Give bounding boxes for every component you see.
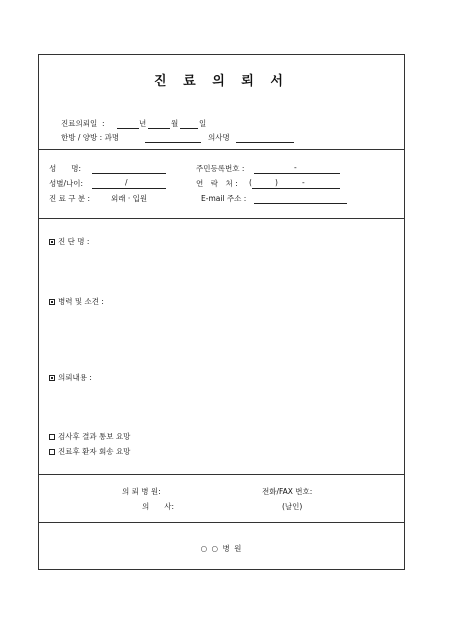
contact-paren-close: ) xyxy=(275,178,278,187)
patient-return-row xyxy=(49,447,130,457)
request-month-field[interactable] xyxy=(148,128,170,129)
referring-hospital-section xyxy=(39,474,404,522)
filled-square-icon xyxy=(49,299,55,305)
referring-hospital-label: 의 뢰 병 원: xyxy=(122,487,161,496)
year-label: 년 xyxy=(139,119,147,128)
email-label: E-mail 주소 : xyxy=(201,194,247,203)
referring-doctor-label: 의 사: xyxy=(142,502,175,511)
filled-square-icon xyxy=(49,239,55,245)
request-content-label: 의뢰내용 : xyxy=(58,373,92,382)
contact-paren-open: ( xyxy=(249,178,252,187)
seal-label: (날인) xyxy=(282,502,303,511)
email-field[interactable] xyxy=(254,203,347,204)
doctor-name-label: 의사명 xyxy=(208,133,230,142)
patient-return-checkbox[interactable] xyxy=(49,449,55,455)
sex-age-separator: / xyxy=(125,178,128,187)
rrn-label: 주민등록번호 : xyxy=(196,164,245,173)
patient-name-field[interactable] xyxy=(92,173,166,174)
filled-square-icon xyxy=(49,375,55,381)
contact-separator: - xyxy=(302,178,305,187)
request-day-field[interactable] xyxy=(180,128,198,129)
visit-type-label: 진 료 구 분 : xyxy=(49,194,91,203)
contact-label: 연 락 처 : xyxy=(196,179,238,188)
form-title: 진 료 의 뢰 서 xyxy=(154,74,289,89)
patient-name-label: 성 명: xyxy=(49,164,82,173)
clinical-section xyxy=(39,218,404,474)
visit-type-options[interactable]: 외래 · 입원 xyxy=(111,194,148,203)
referral-form xyxy=(38,54,405,570)
diagnosis-label: 진 단 명 : xyxy=(58,237,90,246)
result-notify-label: 검사후 결과 통보 요망 xyxy=(58,432,131,441)
form-header-section xyxy=(39,55,404,149)
phone-fax-label: 전화/FAX 번호: xyxy=(262,487,313,496)
history-label: 병력 및 소견 : xyxy=(58,297,104,306)
department-label: 한방 / 양방 : 과명 xyxy=(61,133,120,142)
month-label: 월 xyxy=(171,119,179,128)
diagnosis-row xyxy=(49,237,89,247)
sex-age-field[interactable] xyxy=(92,188,166,189)
patient-info-section xyxy=(39,149,404,218)
result-notify-checkbox[interactable] xyxy=(49,434,55,440)
rrn-separator: - xyxy=(294,163,297,172)
patient-return-label: 진료후 환자 회송 요망 xyxy=(58,447,131,456)
department-field[interactable] xyxy=(145,142,201,143)
day-label: 일 xyxy=(199,119,207,128)
receiving-hospital-name: ○ ○ 병 원 xyxy=(200,544,243,553)
sex-age-label: 성별/나이: xyxy=(49,179,84,188)
rrn-field[interactable] xyxy=(254,173,340,174)
request-date-label: 진료의뢰일 xyxy=(61,119,98,128)
doctor-name-field[interactable] xyxy=(236,142,294,143)
request-date-colon: : xyxy=(102,119,105,128)
request-year-field[interactable] xyxy=(117,128,139,129)
result-notify-row xyxy=(49,432,130,442)
history-row xyxy=(49,297,104,307)
receiving-hospital-section xyxy=(39,522,404,570)
contact-field[interactable] xyxy=(252,188,340,189)
request-row xyxy=(49,373,92,383)
